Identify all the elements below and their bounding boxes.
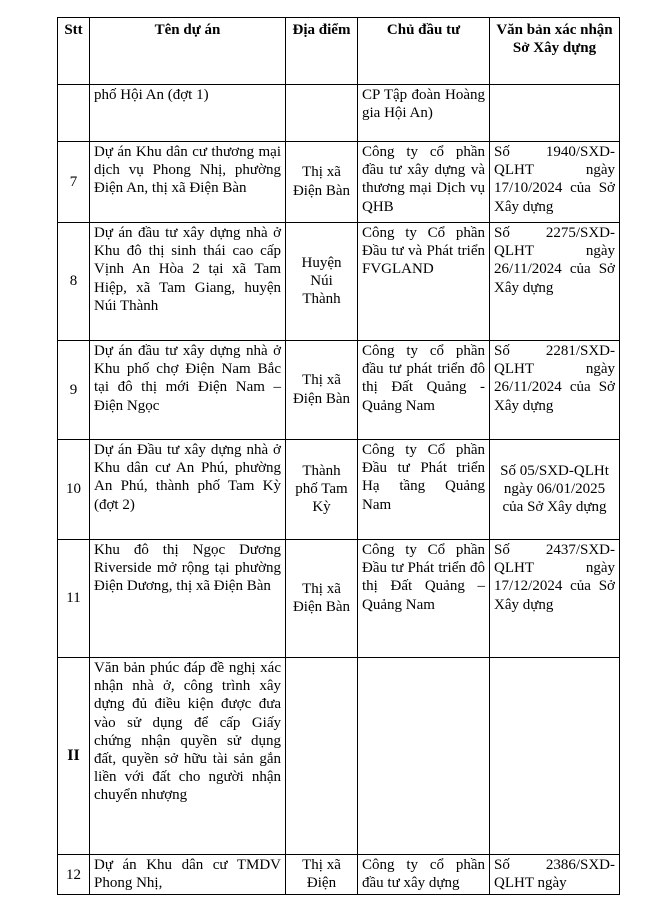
row-stt: 10 (58, 440, 90, 540)
row-document (490, 658, 620, 855)
row-location (286, 658, 358, 855)
table-row (58, 223, 620, 341)
row-investor: Công ty cổ phần đầu tư phát triển đô thị Đất Quảng - Quảng Nam (358, 341, 490, 440)
header-project-name: Tên dự án (90, 18, 286, 85)
row-location: Huyện Núi Thành (286, 223, 358, 341)
row-stt: 9 (58, 341, 90, 440)
row-investor: Công ty Cổ phần Đầu tư Phát triển Hạ tầng Quảng Nam (358, 440, 490, 540)
row-location (286, 85, 358, 142)
row-location: Thị xã Điện (286, 855, 358, 895)
row-document: Số 2281/SXD-QLHT ngày 26/11/2024 của Sở Xây dựng (490, 341, 620, 440)
table-header-row (58, 18, 620, 85)
header-location: Địa điểm (286, 18, 358, 85)
row-project-name: Dự án Khu dân cư TMDV Phong Nhị, (90, 855, 286, 895)
row-location: Thành phố Tam Kỳ (286, 440, 358, 540)
row-document: Số 1940/SXD-QLHT ngày 17/10/2024 của Sở Xây dựng (490, 142, 620, 223)
table-row (58, 440, 620, 540)
header-investor: Chủ đầu tư (358, 18, 490, 85)
row-investor: Công ty cổ phần đầu tư xây dựng và thương mại Dịch vụ QHB (358, 142, 490, 223)
table-row (58, 855, 620, 895)
row-investor: Công ty Cổ phần Đầu tư và Phát triển FVGLAND (358, 223, 490, 341)
row-stt (58, 85, 90, 142)
table-row (58, 540, 620, 658)
row-stt: 11 (58, 540, 90, 658)
section-title: Văn bản phúc đáp đề nghị xác nhận nhà ở, công trình xây dựng đủ điều kiện được đưa vào sử dụng để cấp Giấy chứng nhận quyền sử dụng đất, quyền sở hữu tài sản gắn liền với đất cho người nhận chuyển nhượng (90, 658, 286, 855)
table-row (58, 85, 620, 142)
row-stt: 12 (58, 855, 90, 895)
row-location: Thị xã Điện Bàn (286, 341, 358, 440)
row-project-name: phố Hội An (đợt 1) (90, 85, 286, 142)
row-stt: 7 (58, 142, 90, 223)
row-document (490, 85, 620, 142)
row-investor: CP Tập đoàn Hoàng gia Hội An) (358, 85, 490, 142)
row-document: Số 2275/SXD-QLHT ngày 26/11/2024 của Sở Xây dựng (490, 223, 620, 341)
row-stt: 8 (58, 223, 90, 341)
table-row (58, 142, 620, 223)
row-project-name: Dự án đầu tư xây dựng nhà ở Khu phố chợ Điện Nam Bắc tại đô thị mới Điện Nam – Điện Ngọc (90, 341, 286, 440)
row-location: Thị xã Điện Bàn (286, 540, 358, 658)
row-investor: Công ty cổ phần đầu tư xây dựng (358, 855, 490, 895)
row-project-name: Dự án đầu tư xây dựng nhà ở Khu đô thị sinh thái cao cấp Vịnh An Hòa 2 tại xã Tam Hiệp, xã Tam Giang, huyện Núi Thành (90, 223, 286, 341)
row-document: Số 2437/SXD-QLHT ngày 17/12/2024 của Sở Xây dựng (490, 540, 620, 658)
row-location: Thị xã Điện Bàn (286, 142, 358, 223)
section-row (58, 658, 620, 855)
header-document: Văn bản xác nhận Sở Xây dựng (490, 18, 620, 85)
table-row (58, 341, 620, 440)
project-table (57, 17, 620, 895)
section-number: II (58, 658, 90, 855)
row-investor (358, 658, 490, 855)
row-project-name: Dự án Khu dân cư thương mại dịch vụ Phong Nhị, phường Điện An, thị xã Điện Bàn (90, 142, 286, 223)
header-stt: Stt (58, 18, 90, 85)
row-project-name: Khu đô thị Ngọc Dương Riverside mở rộng tại phường Điện Dương, thị xã Điện Bàn (90, 540, 286, 658)
row-investor: Công ty Cổ phần Đầu tư Phát triển đô thị Đất Quảng – Quảng Nam (358, 540, 490, 658)
row-document: Số 2386/SXD-QLHT ngày (490, 855, 620, 895)
row-project-name: Dự án Đầu tư xây dựng nhà ở Khu dân cư An Phú, phường An Phú, thành phố Tam Kỳ (đợt 2) (90, 440, 286, 540)
row-document: Số 05/SXD-QLHt ngày 06/01/2025 của Sở Xây dựng (490, 440, 620, 540)
